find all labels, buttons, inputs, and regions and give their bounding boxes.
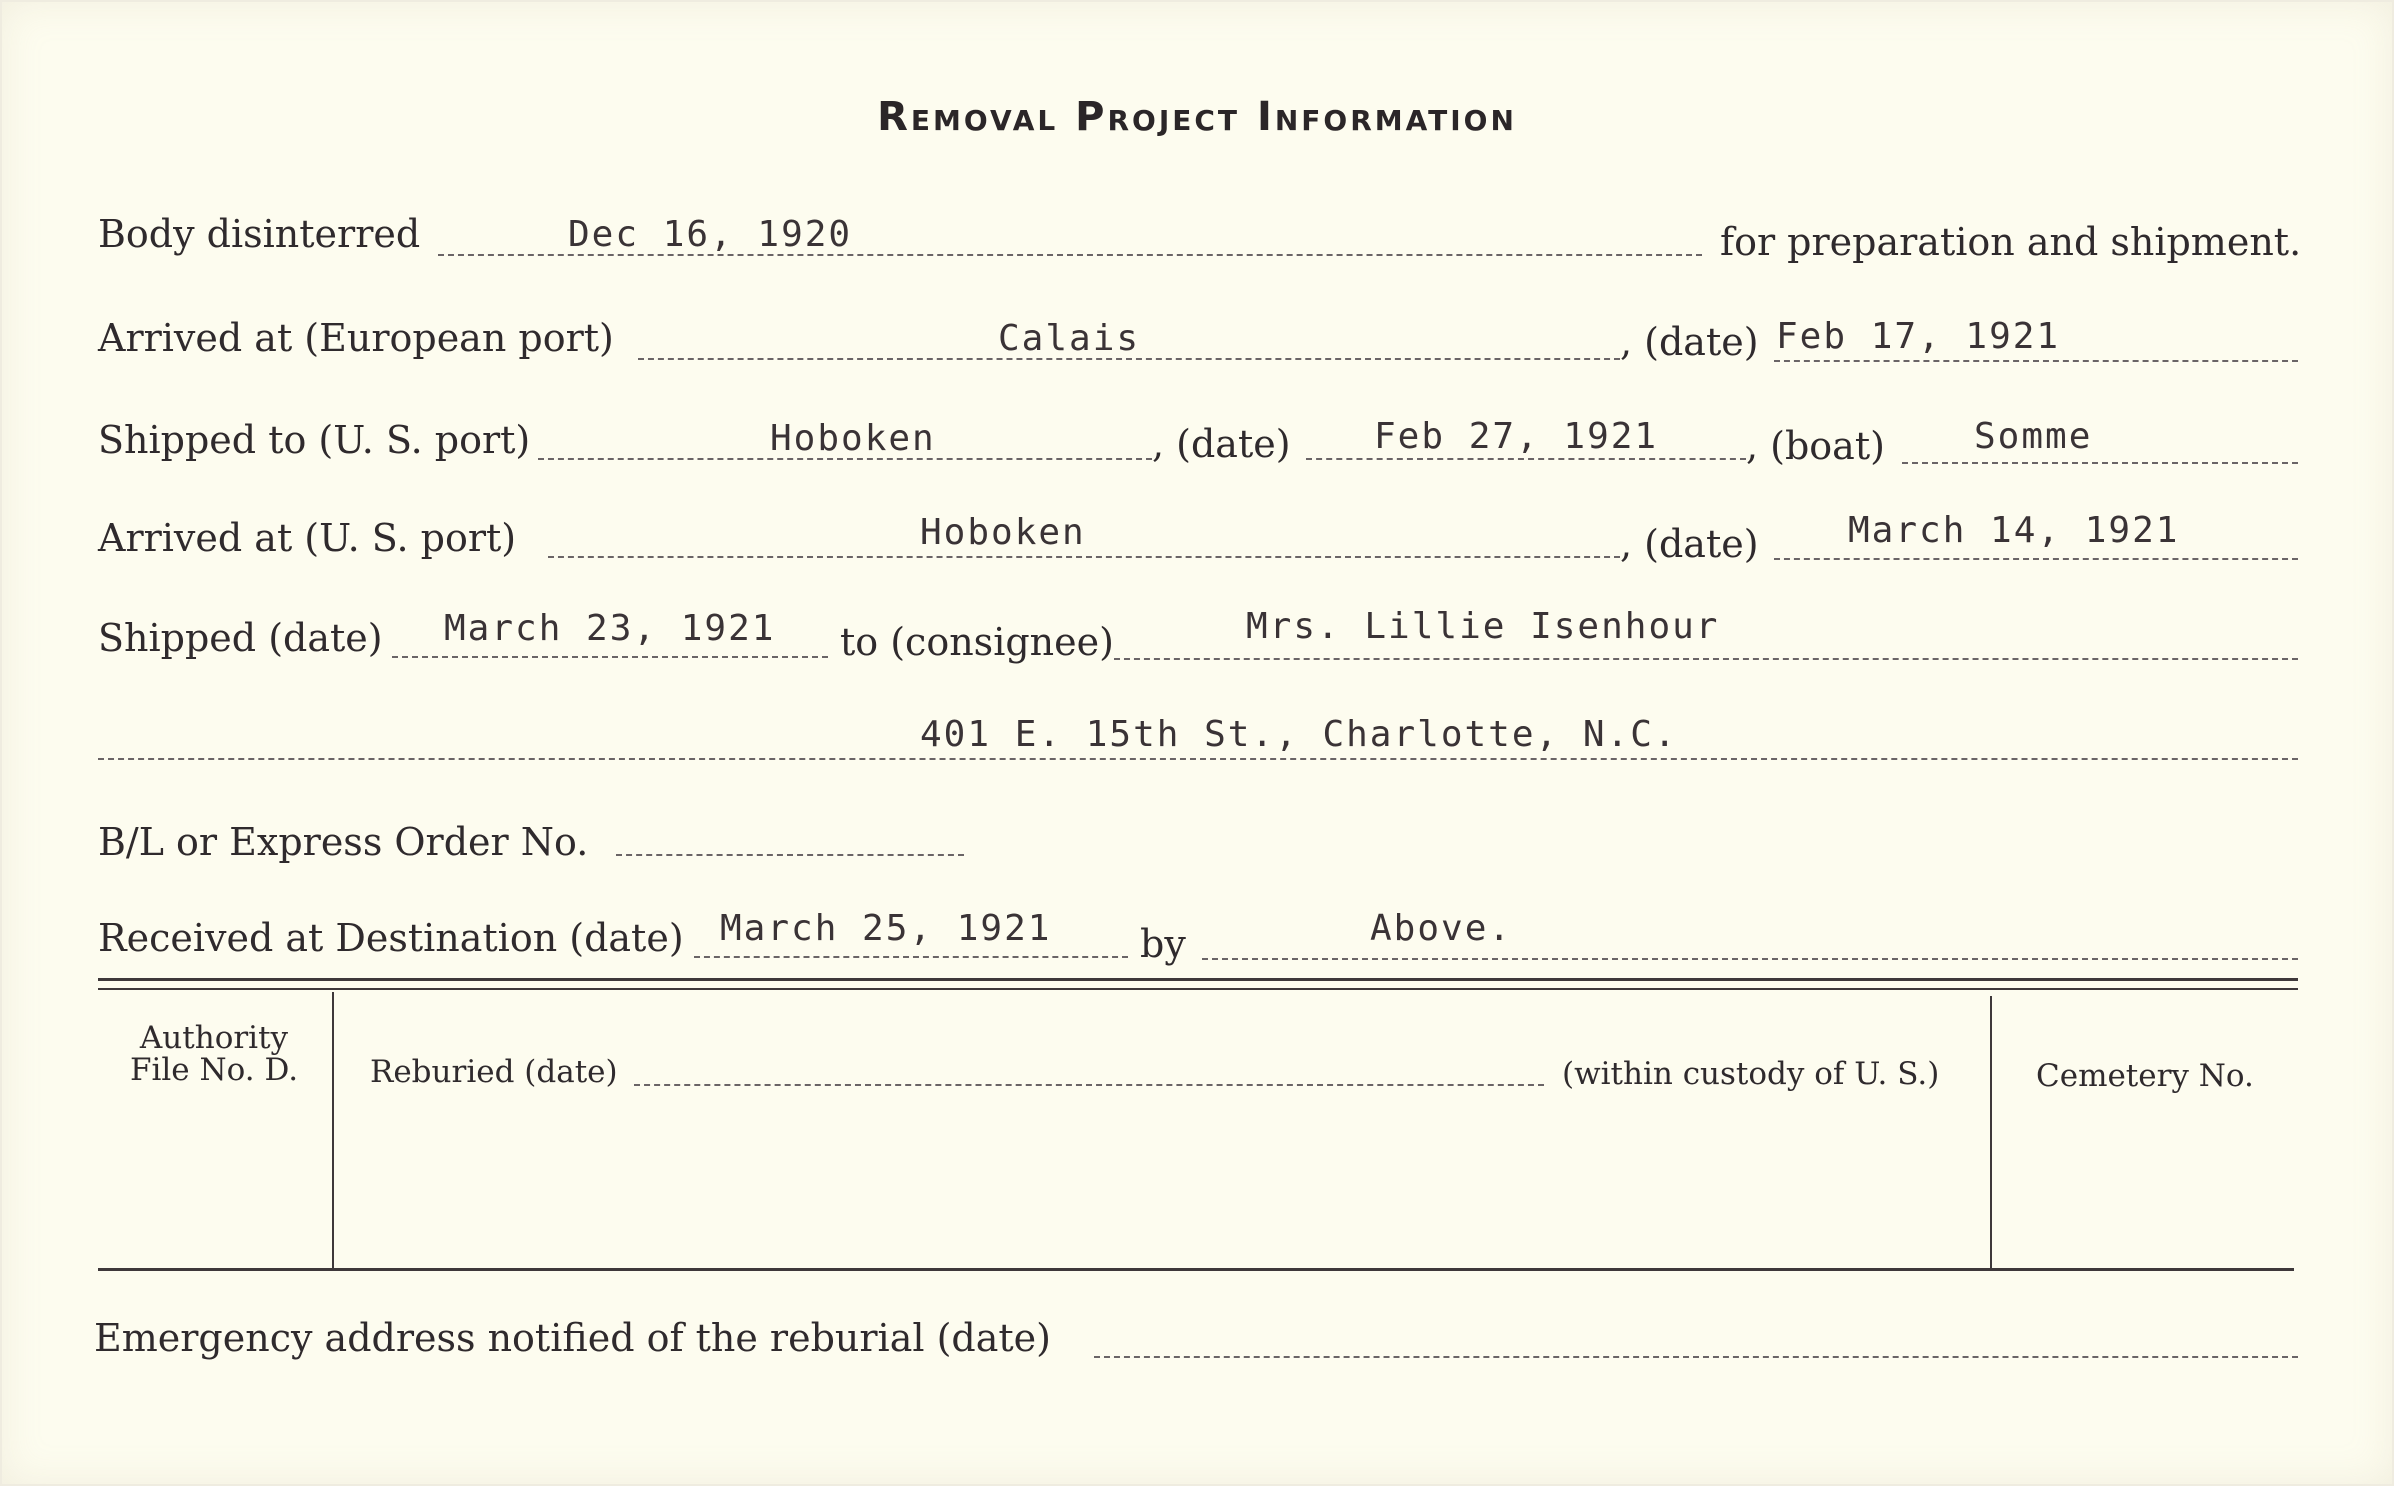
received-destination-value[interactable]: March 25, 1921: [720, 908, 1052, 949]
received-by-value[interactable]: Above.: [1370, 908, 1513, 949]
consignee-address-value[interactable]: 401 E. 15th St., Charlotte, N.C.: [920, 714, 1678, 755]
received-destination-label: Received at Destination (date): [98, 916, 684, 960]
cemetery-column-divider: [1990, 996, 1992, 1268]
arrived-us-port-line: [548, 556, 1620, 558]
body-disinterred-value[interactable]: Dec 16, 1920: [568, 214, 853, 255]
body-disinterred-suffix: for preparation and shipment.: [1720, 220, 2302, 264]
arrived-us-date-line: [1774, 558, 2298, 560]
arrived-european-date-line: [1774, 360, 2298, 362]
form-title: Removal Project Information: [877, 94, 1517, 140]
emergency-address-label: Emergency address notified of the reburial (date): [94, 1316, 1051, 1360]
bl-order-line: [616, 854, 964, 856]
table-top-rule-double: [98, 988, 2298, 990]
arrived-us-port-label: Arrived at (U. S. port): [98, 516, 517, 560]
shipped-date-line: [392, 656, 828, 658]
shipped-to-date-value[interactable]: Feb 27, 1921: [1374, 416, 1659, 457]
arrived-us-date-value[interactable]: March 14, 1921: [1848, 510, 2180, 551]
reburied-line: [634, 1084, 1544, 1086]
consignee-line: [1114, 658, 2298, 660]
arrived-european-date-value[interactable]: Feb 17, 1921: [1776, 316, 2061, 357]
arrived-us-port-value[interactable]: Hoboken: [920, 512, 1086, 553]
consignee-label: to (consignee): [840, 620, 1114, 664]
table-top-rule: [98, 978, 2298, 981]
shipped-to-us-port-label: Shipped to (U. S. port): [98, 418, 531, 462]
table-bottom-rule: [98, 1268, 2294, 1271]
shipped-to-date-label: , (date): [1152, 422, 1291, 466]
authority-label-line2: File No. D.: [129, 1052, 299, 1088]
consignee-value[interactable]: Mrs. Lillie Isenhour: [1246, 606, 1720, 647]
bl-order-label: B/L or Express Order No.: [98, 820, 589, 864]
authority-column-divider: [332, 992, 334, 1268]
shipped-date-label: Shipped (date): [98, 616, 383, 660]
reburied-suffix: (within custody of U. S.): [1562, 1056, 1940, 1092]
shipped-to-us-port-value[interactable]: Hoboken: [770, 418, 936, 459]
arrived-european-port-label: Arrived at (European port): [98, 316, 614, 360]
received-by-line: [1202, 958, 2298, 960]
emergency-address-line: [1094, 1356, 2298, 1358]
body-disinterred-label: Body disinterred: [98, 212, 421, 256]
arrived-european-date-label: , (date): [1620, 320, 1759, 364]
address-line: [98, 758, 2298, 760]
received-destination-line: [694, 956, 1128, 958]
shipped-to-date-line: [1306, 458, 1746, 460]
shipped-to-boat-value[interactable]: Somme: [1974, 416, 2093, 457]
authority-label-line1: Authority: [139, 1020, 289, 1056]
arrived-european-port-value[interactable]: Calais: [998, 318, 1141, 359]
arrived-us-date-label: , (date): [1620, 522, 1759, 566]
reburied-label: Reburied (date): [370, 1054, 618, 1090]
cemetery-no-label: Cemetery No.: [2036, 1058, 2254, 1094]
shipped-to-boat-label: , (boat): [1746, 424, 1885, 468]
shipped-to-boat-line: [1902, 462, 2298, 464]
shipped-date-value[interactable]: March 23, 1921: [444, 608, 776, 649]
received-by-label: by: [1140, 922, 1186, 966]
